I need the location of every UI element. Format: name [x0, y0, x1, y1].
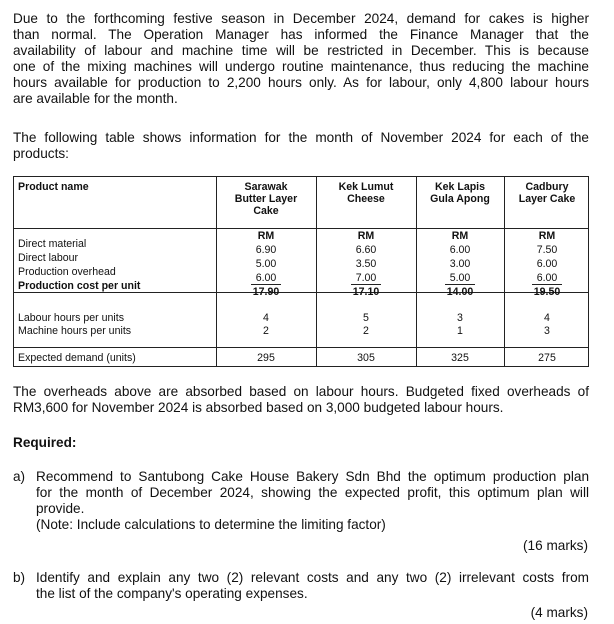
currency-label: RM: [538, 230, 556, 242]
product-cost-column: [416, 230, 504, 298]
overheads-line: RM3,600 for November 2024 is absorbed based on 3,000 budgeted labour hours.: [13, 400, 504, 415]
intro-paragraph: [13, 11, 589, 107]
product-name-line: Cadbury: [525, 181, 569, 193]
question-note: (Note: Include calculations to determine the limiting factor): [36, 517, 386, 532]
machine-hours-value: 3: [544, 325, 550, 337]
product-name-line: Cake: [253, 205, 279, 217]
expected-demand-value: 295: [257, 352, 275, 364]
direct-labour-value: 5.00: [255, 258, 277, 270]
header-product-name: Product name: [18, 181, 89, 193]
direct-material-value: 6.60: [355, 244, 377, 256]
labour-hours-value: 5: [363, 312, 369, 324]
direct-material-value: 6.90: [255, 244, 277, 256]
expected-demand-value: 275: [538, 352, 556, 364]
product-name-line: Kek Lapis: [434, 181, 486, 193]
marks-b: (4 marks): [530, 605, 588, 620]
production-cost-value: 17.10: [352, 286, 380, 298]
question-body: [36, 570, 589, 602]
currency-label: RM: [257, 230, 275, 242]
question-line: provide.: [36, 501, 85, 516]
question-label: a): [13, 469, 26, 484]
question-line: Recommend to Santubong Cake House Bakery Sdn Bhd the optimum production plan: [36, 469, 589, 484]
production-overhead-value: 6.00: [532, 272, 562, 285]
intro-line: are available for the month.: [13, 91, 178, 106]
machine-hours-value: 1: [457, 325, 463, 337]
intro-line: hours available for production to 2,200 hours only. As for labour, only 4,800 labour hours: [13, 75, 589, 90]
machine-hours-value: 2: [263, 325, 269, 337]
direct-material-value: 6.00: [449, 244, 471, 256]
product-name-line: Butter Layer: [234, 193, 298, 205]
direct-material-value: 7.50: [536, 244, 558, 256]
overheads-line: The overheads above are absorbed based on labour hours. Budgeted fixed overheads of: [13, 384, 589, 399]
machine-hours-value: 2: [363, 325, 369, 337]
product-name-line: Cheese: [347, 193, 385, 205]
product-cost-column: [504, 230, 590, 298]
production-cost-value: 19.50: [533, 286, 561, 298]
question-label: b): [13, 570, 26, 585]
production-cost-value: 17.90: [252, 286, 280, 298]
product-header-sarawak: [216, 181, 316, 217]
row-label-machine-hours: Machine hours per units: [18, 325, 132, 337]
product-name-line: Gula Apong: [430, 193, 490, 205]
table-divider: [14, 347, 588, 348]
product-name-line: Layer Cake: [518, 193, 576, 205]
product-cost-column: [216, 230, 316, 298]
intro-line: one of the mixing machines will undergo routine maintenance, thus reducing the machine: [13, 59, 589, 74]
product-name-line: Sarawak: [244, 181, 288, 193]
table-divider: [14, 228, 588, 229]
intro-line: than normal. The Operation Manager has informed the Finance Manager that the: [13, 27, 589, 42]
row-label-production-overhead: Production overhead: [18, 266, 116, 278]
question-body: [36, 469, 589, 533]
row-label-expected-demand: Expected demand (units): [18, 352, 136, 364]
table-intro-paragraph: [13, 130, 589, 162]
intro-line: availability of labour and machine time will be restricted in December. This is because: [13, 43, 589, 58]
required-heading: Required:: [13, 435, 77, 450]
question-line: for the month of December 2024, showing the expected profit, this optimum plan will: [36, 485, 589, 500]
row-label-direct-labour: Direct labour: [18, 252, 79, 264]
marks-a: (16 marks): [523, 538, 588, 553]
product-table: [13, 176, 589, 367]
row-label-labour-hours: Labour hours per units: [18, 312, 125, 324]
product-name-line: Kek Lumut: [338, 181, 394, 193]
question-line: Identify and explain any two (2) relevant costs and any two (2) irrelevant costs from: [36, 570, 589, 585]
currency-label: RM: [357, 230, 375, 242]
expected-demand-value: 325: [451, 352, 469, 364]
production-overhead-value: 5.00: [445, 272, 475, 285]
question-line: the list of the company's operating expenses.: [36, 586, 308, 601]
currency-label: RM: [451, 230, 469, 242]
production-cost-value: 14.00: [446, 286, 474, 298]
direct-labour-value: 6.00: [536, 258, 558, 270]
product-header-kek-lumut: [316, 181, 416, 205]
intro-line: Due to the forthcoming festive season in December 2024, demand for cakes is higher: [13, 11, 589, 26]
product-header-cadbury: [504, 181, 590, 205]
direct-labour-value: 3.50: [355, 258, 377, 270]
table-intro-line: products:: [13, 146, 69, 161]
labour-hours-value: 4: [263, 312, 269, 324]
table-intro-line: The following table shows information for the month of November 2024 for each of the: [13, 130, 589, 145]
labour-hours-value: 3: [457, 312, 463, 324]
labour-hours-value: 4: [544, 312, 550, 324]
production-overhead-value: 7.00: [351, 272, 381, 285]
product-cost-column: [316, 230, 416, 298]
direct-labour-value: 3.00: [449, 258, 471, 270]
expected-demand-value: 305: [357, 352, 375, 364]
production-overhead-value: 6.00: [251, 272, 281, 285]
overheads-paragraph: [13, 384, 589, 416]
product-header-kek-lapis: [416, 181, 504, 205]
row-label-production-cost: Production cost per unit: [18, 280, 141, 292]
row-label-direct-material: Direct material: [18, 238, 87, 250]
